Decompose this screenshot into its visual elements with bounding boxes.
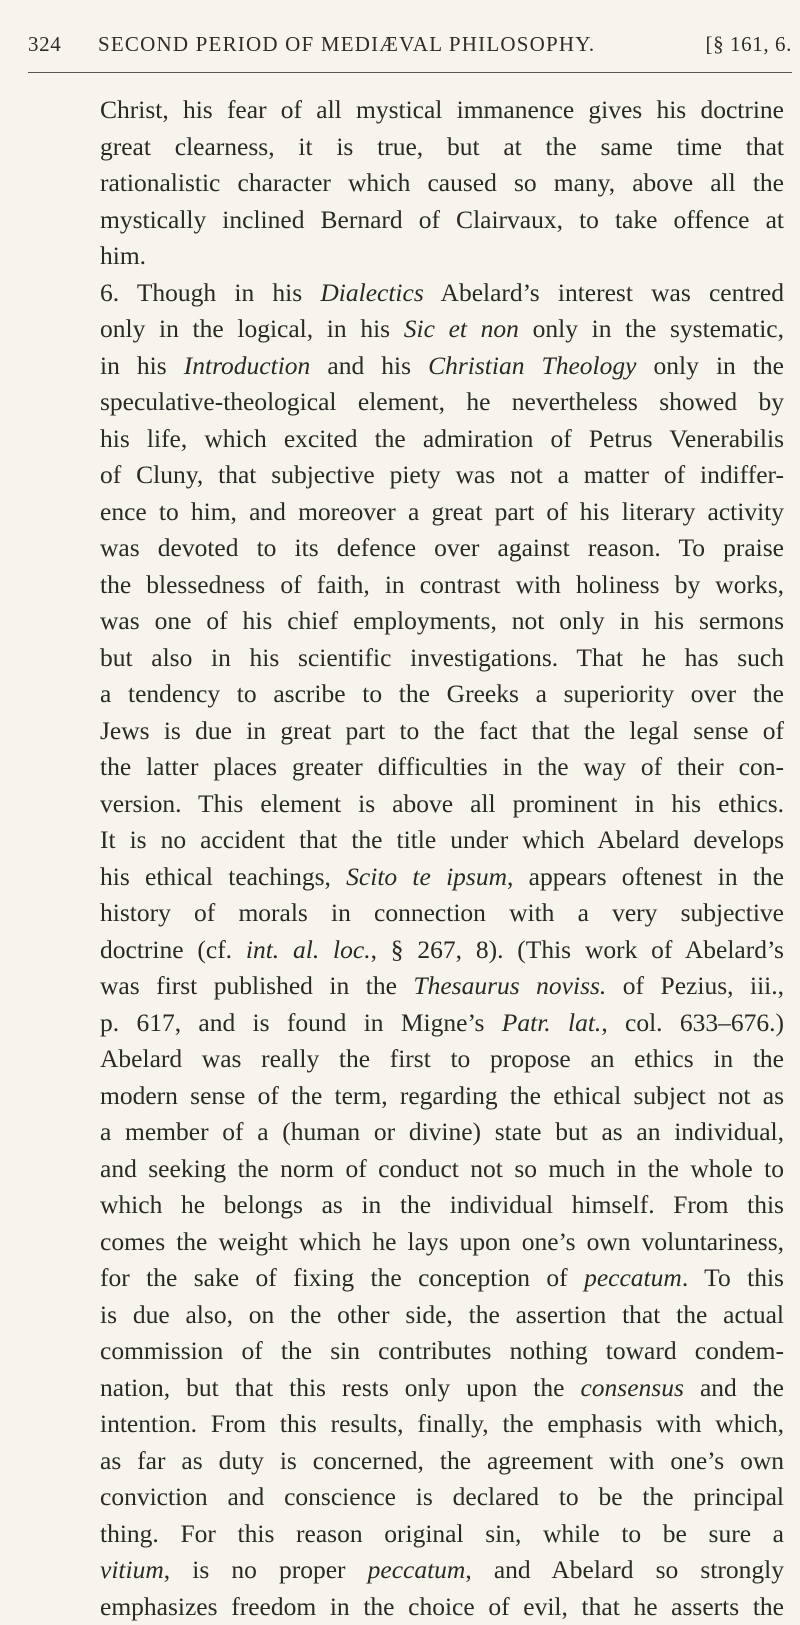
- text-segment: history of morals in connection with a very subjective: [100, 898, 784, 927]
- text-segment: nation, but that this rests only upon the: [100, 1373, 580, 1402]
- text-segment: Christ, his fear of all mystical immanence gives his doctrine: [100, 95, 784, 124]
- italic-title: Sic et non: [404, 314, 519, 343]
- text-segment: It is no accident that the title under which Abelard develops: [100, 825, 784, 854]
- text-segment: of Cluny, that subjective piety was not a matter of indiffer-: [100, 460, 784, 489]
- italic-title: int. al. loc.: [246, 935, 371, 964]
- text-line: [100, 1151, 784, 1188]
- italic-title: Patr. lat.: [502, 1008, 602, 1037]
- text-line: [100, 713, 784, 750]
- text-segment: a member of a (human or divine) state but as an individual,: [100, 1117, 784, 1146]
- text-segment: great clearness, it is true, but at the same time that: [100, 132, 784, 161]
- text-line: [100, 932, 784, 969]
- text-line: [100, 1224, 784, 1261]
- text-segment: and his: [310, 351, 428, 380]
- text-line: [100, 202, 784, 239]
- text-segment: but also in his scientific investigations. That he has such: [100, 643, 784, 672]
- text-line: [100, 786, 784, 823]
- text-segment: his life, which excited the admiration of Petrus Venerabilis: [100, 424, 784, 453]
- text-segment: speculative-theological element, he nevertheless showed by: [100, 387, 784, 416]
- text-segment: only in the logical, in his: [100, 314, 404, 343]
- italic-title: Scito te ipsum: [346, 862, 507, 891]
- text-segment: . To this: [682, 1263, 784, 1292]
- italic-title: vitium: [100, 1555, 164, 1584]
- text-segment: ence to him, and moreover a great part of his literary activity: [100, 497, 784, 526]
- text-line: [100, 1078, 784, 1115]
- text-segment: of Pezius, iii.,: [606, 971, 784, 1000]
- text-segment: is due also, on the other side, the assertion that the actual: [100, 1300, 784, 1329]
- text-segment: , col. 633–676.): [601, 1008, 784, 1037]
- text-line: [100, 1297, 784, 1334]
- text-line: [100, 384, 784, 421]
- text-line: [100, 421, 784, 458]
- body-text: [100, 92, 784, 1625]
- text-line: [100, 859, 784, 896]
- text-segment: conviction and conscience is declared to be the principal: [100, 1482, 784, 1511]
- italic-title: Dialectics: [320, 278, 423, 307]
- text-segment: the blessedness of faith, in contrast with holiness by works,: [100, 570, 784, 599]
- text-segment: Jews is due in great part to the fact that the legal sense of: [100, 716, 784, 745]
- text-segment: p. 617, and is found in Migne’s: [100, 1008, 502, 1037]
- text-segment: Abelard was really the first to propose an ethics in the: [100, 1044, 784, 1073]
- italic-title: Introduction: [184, 351, 311, 380]
- running-header: [28, 32, 792, 72]
- text-line: [100, 348, 784, 385]
- text-segment: 6. Though in his: [100, 278, 320, 307]
- text-segment: was devoted to its defence over against reason. To praise: [100, 533, 784, 562]
- italic-title: Christian Theology: [428, 351, 636, 380]
- text-segment: the latter places greater difficulties in the way of their con-: [100, 752, 784, 781]
- text-segment: doctrine (cf.: [100, 935, 246, 964]
- section-reference: [§ 161, 6.: [706, 32, 793, 57]
- text-line: [100, 1187, 784, 1224]
- text-line: [100, 1406, 784, 1443]
- text-segment: , and Abelard so strongly: [465, 1555, 784, 1584]
- italic-title: peccatum: [368, 1555, 466, 1584]
- text-segment: Abelard’s interest was centred: [424, 278, 784, 307]
- text-segment: in his: [100, 351, 184, 380]
- text-segment: his ethical teachings,: [100, 862, 346, 891]
- text-segment: a tendency to ascribe to the Greeks a superiority over the: [100, 679, 784, 708]
- text-line: [100, 1443, 784, 1480]
- text-line: [100, 895, 784, 932]
- text-line: [100, 457, 784, 494]
- text-segment: him.: [100, 241, 146, 270]
- text-segment: only in the: [636, 351, 784, 380]
- text-line: [100, 275, 784, 312]
- text-line: [100, 1516, 784, 1553]
- text-line: [100, 311, 784, 348]
- text-segment: , § 267, 8). (This work of Abelard’s: [371, 935, 784, 964]
- text-segment: intention. From this results, finally, the emphasis with which,: [100, 1409, 784, 1438]
- text-line: [100, 129, 784, 166]
- text-segment: comes the weight which he lays upon one’s own voluntariness,: [100, 1227, 784, 1256]
- text-line: [100, 676, 784, 713]
- text-segment: modern sense of the term, regarding the ethical subject not as: [100, 1081, 784, 1110]
- running-title: SECOND PERIOD OF MEDIÆVAL PHILOSOPHY.: [98, 32, 595, 57]
- text-line: [100, 1005, 784, 1042]
- text-line: [100, 530, 784, 567]
- text-line: [100, 822, 784, 859]
- text-line: [100, 603, 784, 640]
- text-segment: which he belongs as in the individual himself. From this: [100, 1190, 784, 1219]
- text-line: [100, 1552, 784, 1589]
- text-segment: rationalistic character which caused so many, above all the: [100, 168, 784, 197]
- text-segment: thing. For this reason original sin, while to be sure a: [100, 1519, 784, 1548]
- text-line: [100, 494, 784, 531]
- text-line: [100, 749, 784, 786]
- text-segment: version. This element is above all prominent in his ethics.: [100, 789, 784, 818]
- text-segment: , is no proper: [164, 1555, 368, 1584]
- text-line: [100, 1114, 784, 1151]
- text-segment: and seeking the norm of conduct not so much in the whole to: [100, 1154, 784, 1183]
- text-segment: was first published in the: [100, 971, 413, 1000]
- text-segment: and the: [684, 1373, 784, 1402]
- text-segment: commission of the sin contributes nothing toward condem-: [100, 1336, 784, 1365]
- text-line: [100, 1333, 784, 1370]
- text-line: [100, 1589, 784, 1625]
- text-segment: emphasizes freedom in the choice of evil, that he asserts the: [100, 1592, 784, 1621]
- text-line: [100, 640, 784, 677]
- text-segment: as far as duty is concerned, the agreement with one’s own: [100, 1446, 784, 1475]
- italic-title: Thesaurus noviss.: [413, 971, 606, 1000]
- page-number: 324: [28, 32, 61, 57]
- italic-title: peccatum: [584, 1263, 682, 1292]
- text-segment: was one of his chief employments, not only in his sermons: [100, 606, 784, 635]
- text-line: [100, 92, 784, 129]
- text-line: [100, 968, 784, 1005]
- text-segment: for the sake of fixing the conception of: [100, 1263, 584, 1292]
- text-line: [100, 238, 784, 275]
- text-line: [100, 1260, 784, 1297]
- text-segment: only in the systematic,: [519, 314, 784, 343]
- text-line: [100, 567, 784, 604]
- text-segment: , appears oftenest in the: [507, 862, 784, 891]
- text-line: [100, 1041, 784, 1078]
- header-rule: [28, 72, 792, 73]
- text-segment: mystically inclined Bernard of Clairvaux, to take offence at: [100, 205, 784, 234]
- italic-title: consensus: [580, 1373, 683, 1402]
- text-line: [100, 165, 784, 202]
- text-line: [100, 1479, 784, 1516]
